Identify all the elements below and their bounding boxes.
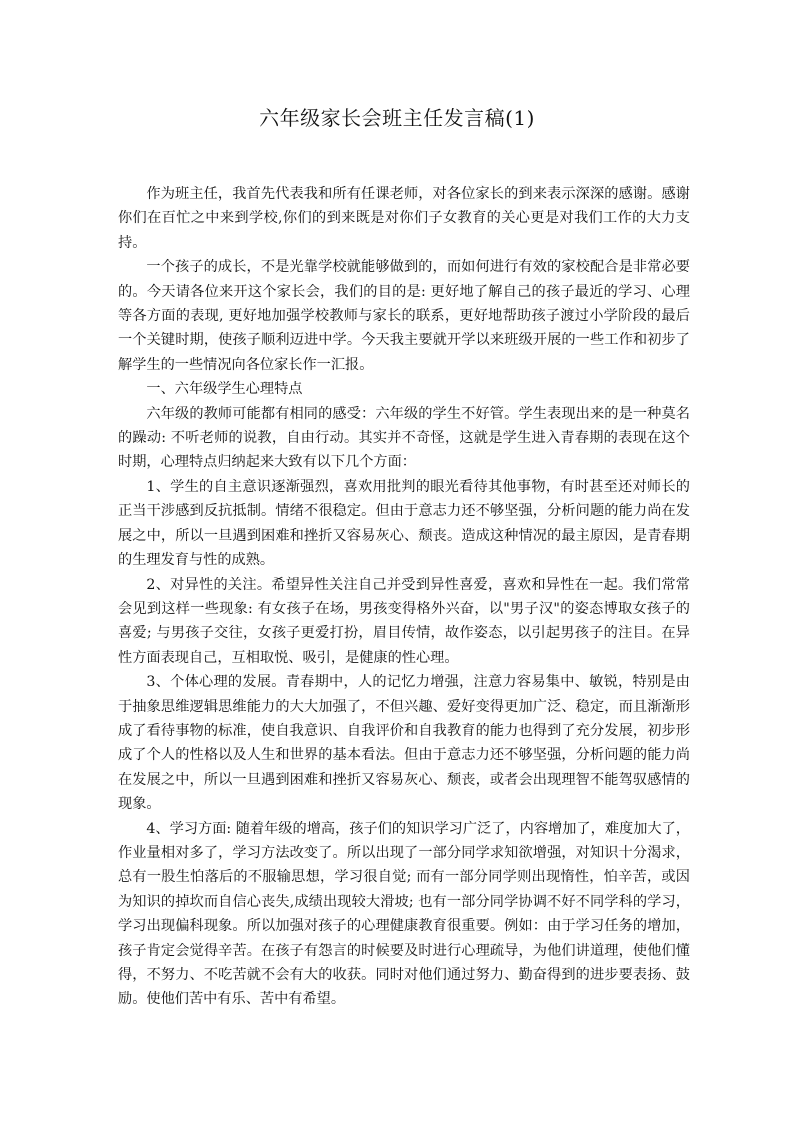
paragraph-point-1: 1、学生的自主意识逐渐强烈，喜欢用批判的眼光看待其他事物，有时甚至还对师长的正当干涉感到反抗抵制。情绪不很稳定。但由于意志力还不够坚强，分析问题的能力尚在发展之中，所以一旦遇到困难和挫折又容易灰心、颓丧。造成这种情况的最主原因，是青春期的生理发育与性的成熟。 [118, 478, 690, 569]
paragraph-point-2: 2、对异性的关注。希望异性关注自己并受到异性喜爱，喜欢和异性在一起。我们常常会见到这样一些现象: 有女孩子在场，男孩变得格外兴奋，以"男子汉"的姿态博取女孩子的喜爱; 与男孩子交往，女孩子更爱打扮，眉目传情，故作姿态，以引起男孩子的注目。在异性方面表现自己，互相取悦、吸引，是健康的性心理。 [118, 576, 690, 666]
paragraph-point-4: 4、学习方面: 随着年级的增高，孩子们的知识学习广泛了，内容增加了，难度加大了，作业量相对多了，学习方法改变了。所以出现了一部分同学求知欲增强，对知识十分渴求，总有一股生怕落后的不服输思想，学习很自觉; 而有一部分同学则出现惰性，怕辛苦，或因为知识的掉坎而自信心丧失,成绩出现较大滑坡; 也有一部分同学协调不好不同学科的学习，学习出现偏科现象。所以加强对孩子的心理健康教育很重要。例如：由于学习任务的增加，孩子肯定会觉得辛苦。在孩子有怨言的时候要及时进行心理疏导，为他们讲道理，使他们懂得，不努力、不吃苦就不会有大的收获。同时对他们通过努力、勤奋得到的进步要表扬、鼓励。使他们苦中有乐、苦中有希望。 [118, 820, 690, 1008]
paragraph-psychology-overview: 六年级的教师可能都有相同的感受：六年级的学生不好管。学生表现出来的是一种莫名的躁动: 不听老师的说教，自由行动。其实并不奇怪，这就是学生进入青春期的表现在这个时期，心理特点归纳起来大致有以下几个方面： [118, 405, 690, 471]
paragraph-meeting-purpose: 一个孩子的成长，不是光靠学校就能够做到的，而如何进行有效的家校配合是非常必要的。今天请各位来开这个家长会，我们的目的是: 更好地了解自己的孩子最近的学习、心理等各方面的表现, 更好地加强学校教师与家长的联系，更好地帮助孩子渡过小学阶段的最后一个关键时期，使孩子顺利迈进中学。今天我主要就开学以来班级开展的一些工作和初步了解学生的一些情况向各位家长作一汇报。 [118, 259, 690, 373]
paragraph-point-3: 3、个体心理的发展。青春期中，人的记忆力增强，注意力容易集中、敏锐，特别是由于抽象思维逻辑思维能力的大大加强了，不但兴趣、爱好变得更加广泛、稳定，而且渐渐形成了看待事物的标准，使自我意识、自我评价和自我教育的能力也得到了充分发展，初步形成了个人的性格以及人生和世界的基本看法。但由于意志力还不够坚强，分析问题的能力尚在发展之中，所以一旦遇到困难和挫折又容易灰心、颓丧，或者会出现理智不能驾驭感情的现象。 [118, 674, 690, 813]
document-title: 六年级家长会班主任发言稿(1) [259, 106, 535, 130]
paragraph-intro-thanks: 作为班主任，我首先代表我和所有任课老师，对各位家长的到来表示深深的感谢。感谢你们在百忙之中来到学校,你们的到来既是对你们子女教育的关心更是对我们工作的大力支持。 [118, 186, 690, 251]
document-body [118, 182, 690, 1012]
section-heading-psychology: 一、六年级学生心理特点 [146, 381, 303, 398]
